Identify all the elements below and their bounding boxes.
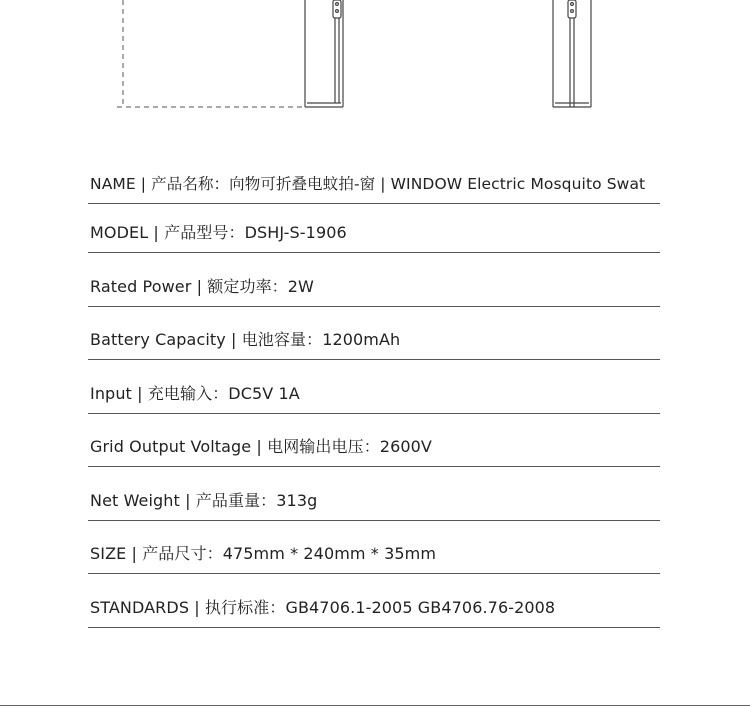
spec-grid-voltage-text: Grid Output Voltage | 电网输出电压：2600V: [90, 437, 432, 456]
handle-right-drawing: [553, 0, 591, 107]
spec-net-weight-text: Net Weight | 产品重量：313g: [90, 491, 318, 510]
spec-row-rated-power: [88, 252, 660, 307]
spec-row-input: [88, 359, 660, 414]
spec-rated-power-text: Rated Power | 额定功率：2W: [90, 277, 314, 296]
spec-row-model: [88, 203, 660, 253]
spec-row-size: [88, 520, 660, 574]
page-bottom-divider: [0, 705, 750, 706]
spec-row-grid-voltage: [88, 413, 660, 467]
spec-model-text: MODEL | 产品型号：DSHJ-S-1906: [90, 223, 347, 242]
spec-battery-text: Battery Capacity | 电池容量：1200mAh: [90, 330, 401, 349]
dimension-guide: [117, 0, 305, 107]
spec-name-text: NAME | 产品名称：向物可折叠电蚊拍-窗 | WINDOW Electric Mosquito Swat: [90, 175, 646, 193]
spec-standards-text: STANDARDS | 执行标准：GB4706.1-2005 GB4706.76-2008: [90, 598, 556, 617]
product-line-drawing: [0, 0, 750, 120]
spec-size-text: SIZE | 产品尺寸：475mm * 240mm * 35mm: [90, 544, 437, 563]
spec-row-battery: [88, 306, 660, 360]
spec-row-net-weight: [88, 466, 660, 521]
spec-row-standards: [88, 573, 660, 628]
spec-row-name: [88, 155, 660, 204]
spec-input-text: Input | 充电输入：DC5V 1A: [90, 384, 300, 403]
handle-left-drawing: [305, 0, 343, 107]
